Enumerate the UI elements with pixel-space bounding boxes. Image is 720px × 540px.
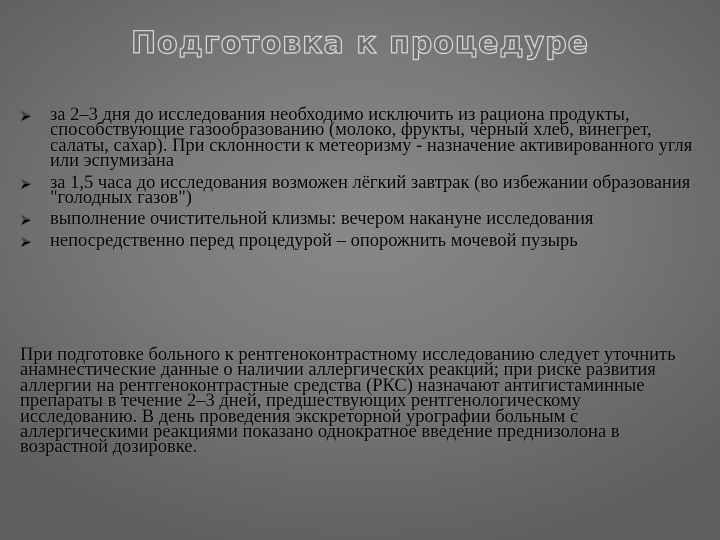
arrowhead-bullet-icon	[20, 178, 32, 190]
bullet-item	[20, 209, 700, 230]
bullet-item	[20, 230, 700, 251]
bullet-text: выполнение очистительной клизмы: вечером накануне исследования	[50, 209, 594, 230]
body-paragraph: При подготовке больного к рентгеноконтрастному исследованию следует уточнить анамнестические данные о наличии аллергических реакций; при риске развития аллергии на рентгеноконтрастные средства (РКС) назначают антигистаминные препараты в течение 2–3 дней, предшествующих рентгенологическому исследованию. В день проведения экскреторной урографии больным с аллергическими реакциями показано однократное введение преднизолона в возрастной дозировке.	[20, 345, 676, 458]
bullet-item	[20, 172, 700, 209]
bullet-text: за 1,5 часа до исследования возможен лёгкий завтрак (во избежании образования "голодных газов")	[50, 172, 691, 209]
bullet-text: непосредственно перед процедурой – опорожнить мочевой пузырь	[50, 230, 578, 251]
bullet-text: за 2–3 дня до исследования необходимо исключить из рациона продукты, способствующие газообразованию (молоко, фрукты, черный хлеб, винегрет, салаты, сахар). При склонности к метеоризму - назначение активированного угля или эспумизана	[50, 105, 693, 172]
bullet-list	[20, 105, 700, 255]
slide-title: Подготовка к процедуре	[130, 26, 590, 61]
bullet-item	[20, 105, 700, 172]
arrowhead-bullet-icon	[20, 236, 32, 248]
arrowhead-bullet-icon	[20, 110, 32, 122]
arrowhead-bullet-icon	[20, 214, 32, 226]
